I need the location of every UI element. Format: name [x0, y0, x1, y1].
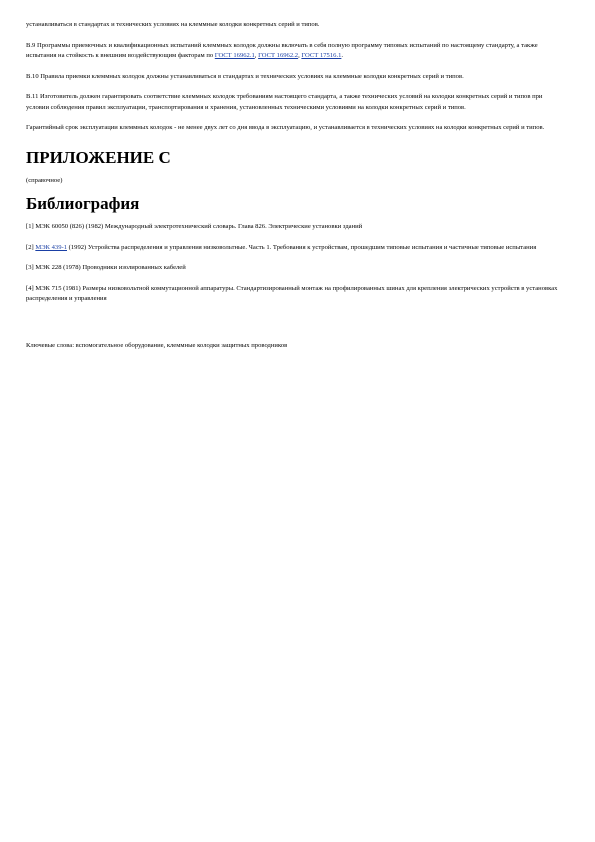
paragraph-b9: В.9 Программы приемочных и квалификационных испытаний клеммных колодок должны включать в себя полную программу типовых испытаний по настоящему стандарту, а также испытания на стойкость к внешним воздействующим факторам по ГОСТ 16962.1, ГОСТ 16962.2, ГОСТ 17516.1.: [26, 41, 538, 59]
paragraph-warranty: Гарантийный срок эксплуатации клеммных колодок - не менее двух лет со дня ввода в эксплуатацию, и устанавливается в технических условиях на колодки конкретных серий и типов.: [26, 124, 545, 131]
paragraph-b11: В.11 Изготовитель должен гарантировать соответствие клеммных колодок требованиям настоящего стандарта, а также технических условий на колодки конкретных серий и типов при условии соблюдения правил эксплуатации, транспортирования и хранения, установленных техническими условиями на колодки конкретных серий и типов.: [26, 93, 543, 111]
bibliography-item-4: [4] МЭК 715 (1981) Размеры низковольтной коммутационной аппаратуры. Стандартизированный монтаж на профилированных шинах для крепления электрических устройств в установках распределения и управления: [26, 284, 558, 302]
appendix-note: (справочное): [26, 176, 63, 184]
bibliography-item-3: [3] МЭК 228 (1978) Проводники изолированных кабелей: [26, 264, 186, 271]
document-page: [26, 20, 561, 351]
paragraph-b8-end: устанавливаться в стандартах и технических условиях на клеммные колодки конкретных серий и типов.: [26, 21, 320, 28]
keywords-line: Ключевые слова: вспомогательное оборудование, клеммные колодки защитных проводников: [26, 341, 288, 349]
bibliography-item-1: [1] МЭК 60050 (826) (1982) Международный электротехнический словарь. Глава 826. Электрические установки зданий: [26, 223, 363, 230]
appendix-title: ПРИЛОЖЕНИЕ С: [26, 147, 171, 167]
bibliography-title: Библиография: [26, 194, 140, 213]
paragraph-b10: В.10 Правила приемки клеммных колодок должны устанавливаться в стандартах и технических условиях на клеммные колодки конкретных серий и типов.: [26, 72, 464, 80]
link-gost-16962-1[interactable]: ГОСТ 16962.1: [214, 52, 255, 59]
bibliography-item-2: [2] МЭК 439-1 (1992) Устройства распределения и управления низковольтные. Часть 1. Требования к устройствам, прошедшим типовые испытания и частичные типовые испытания: [26, 243, 537, 251]
link-gost-17516-1[interactable]: ГОСТ 17516.1: [301, 52, 342, 59]
paragraph-b9-text: В.9 Программы приемочных и квалификационных испытаний клеммных колодок должны включать в себя полную программу типовых испытаний по настоящему стандарту, а также испытания на стойкость к внешним воздействующим факторам по: [26, 41, 538, 59]
link-gost-16962-2[interactable]: ГОСТ 16962.2: [258, 52, 299, 59]
link-iec-439-1[interactable]: МЭК 439-1: [35, 243, 67, 251]
